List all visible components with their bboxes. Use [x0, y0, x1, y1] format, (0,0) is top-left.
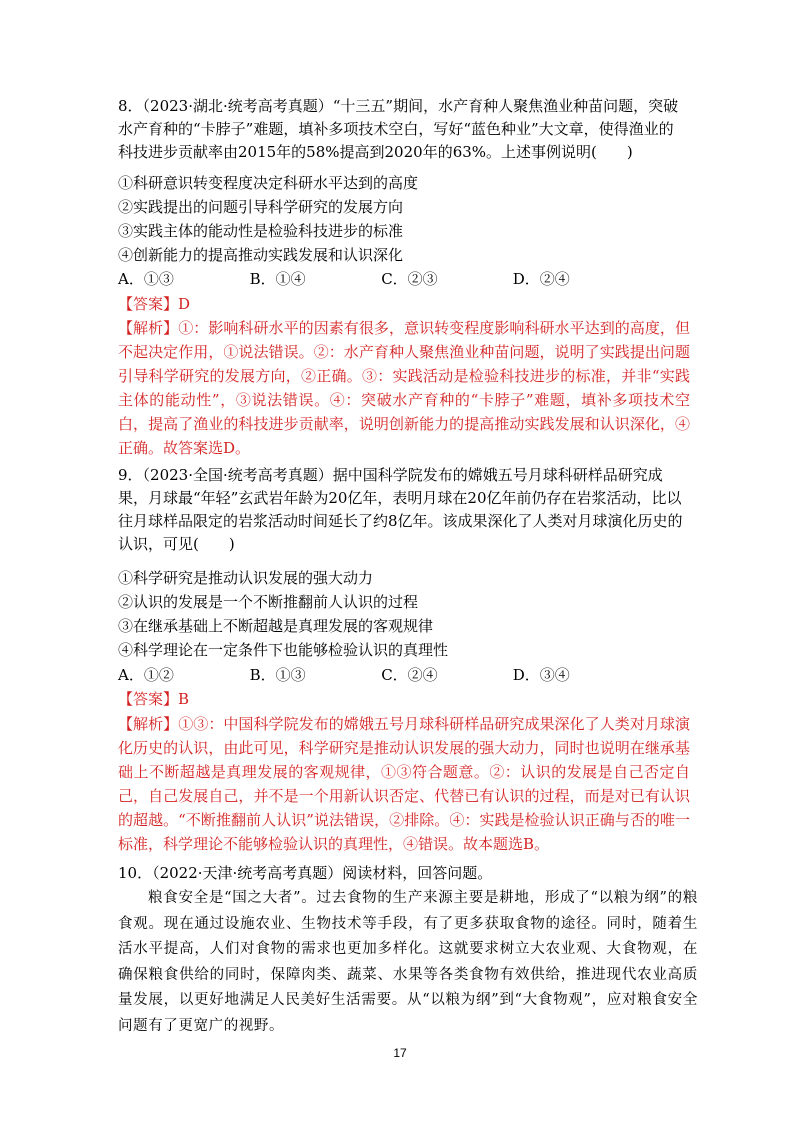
question-9-option-3: ③在继承基础上不断超越是真理发展的客观规律	[118, 617, 434, 635]
question-8-option-3: ③实践主体的能动性是检验科技进步的标准	[118, 222, 404, 240]
choice-a: A．①③	[118, 270, 174, 288]
analysis-tag: 【解析】	[118, 319, 179, 337]
choice-d: D．②④	[512, 270, 570, 288]
question-9-choices	[118, 664, 588, 686]
page-number: 17	[393, 1046, 407, 1060]
question-10-material: 粮食安全是“国之大者”。过去食物的生产来源主要是耕地，形成了“以粮为纲”的粮食观。现在通过设施农业、生物技术等手段，有了更多获取食物的途径。同时，随着生活水平提高，人们对食物的需求也更加多样化。这就要求树立大农业观、大食物观，在确保粮食供给的同时，保障肉类、蔬菜、水果等各类食物有效供给，推进现代农业高质量发展，以更好地满足人民美好生活需要。从“以粮为纲”到“大食物观”，应对粮食安全问题有了更宽广的视野。	[118, 890, 698, 1034]
choice-c: C．②④	[381, 666, 438, 684]
question-8-answer	[118, 293, 190, 315]
question-8-option-2: ②实践提出的问题引导科学研究的发展方向	[118, 198, 404, 216]
question-9-analysis	[118, 712, 690, 856]
choice-b: B．①④	[249, 270, 306, 288]
analysis-text: ①③：中国科学院发布的嫦娥五号月球科研样品研究成果深化了人类对月球演化历史的认识，由此可见，科学研究是推动认识发展的强大动力，同时也说明在继承基础上不断超越是真理发展的客观规律，①③符合题意。②：认识的发展是自己否定自己，自己发展自己，并不是一个用新认识否定、代替已有认识的过程，而是对已有认识的超越。“不断推翻前人认识”说法错误，②排除。④：实践是检验认识正确与否的唯一标准，科学理论不能够检验认识的真理性，④错误。故本题选B。	[118, 715, 690, 853]
answer-tag: 【答案】	[118, 295, 179, 313]
question-9-answer	[118, 688, 189, 710]
question-8-choices	[118, 268, 588, 290]
question-8-option-4: ④创新能力的提高推动实践发展和认识深化	[118, 246, 404, 264]
question-9-option-2: ②认识的发展是一个不断推翻前人认识的过程	[118, 593, 419, 611]
answer-value: D	[178, 295, 191, 313]
question-8-option-1: ①科研意识转变程度决定科研水平达到的高度	[118, 174, 419, 192]
choice-b: B．①③	[249, 666, 306, 684]
answer-value: B	[178, 690, 190, 708]
question-8-stem: 8．（2023·湖北·统考高考真题）“十三五”期间，水产育种人聚焦渔业种苗问题，突破水产育种的“卡脖子”难题，填补多项技术空白，写好“蓝色种业”大文章，使得渔业的科技进步贡献率由2015年的58%提高到2020年的63%。上述事例说明( )	[118, 97, 679, 161]
question-9-option-1: ①科学研究是推动认识发展的强大动力	[118, 569, 374, 587]
analysis-text: ①：影响科研水平的因素有很多，意识转变程度影响科研水平达到的高度，但不起决定作用，①说法错误。②：水产育种人聚焦渔业种苗问题，说明了实践提出问题引导科学研究的发展方向，②正确。③：实践活动是检验科技进步的标准，并非“实践主体的能动性”，③说法错误。④：突破水产育种的“卡脖子”难题，填补多项技术空白，提高了渔业的科技进步贡献率，说明创新能力的提高推动实践发展和认识深化，④正确。故答案选D。	[118, 319, 690, 457]
question-9-stem: 9．（2023·全国·统考高考真题）据中国科学院发布的嫦娥五号月球科研样品研究成果，月球最“年轻”玄武岩年龄为20亿年，表明月球在20亿年前仍存在岩浆活动，比以往月球样品限定的岩浆活动时间延长了约8亿年。该成果深化了人类对月球演化历史的认识，可见( )	[118, 466, 683, 553]
choice-a: A．①②	[118, 666, 174, 684]
question-10-stem: 10．（2022·天津·统考高考真题）阅读材料，回答问题。	[118, 864, 493, 882]
choice-c: C．②③	[381, 270, 438, 288]
analysis-tag: 【解析】	[118, 715, 179, 733]
question-8-analysis	[118, 316, 690, 460]
choice-d: D．③④	[512, 666, 570, 684]
answer-tag: 【答案】	[118, 690, 179, 708]
question-9-option-4: ④科学理论在一定条件下也能够检验认识的真理性	[118, 641, 449, 659]
